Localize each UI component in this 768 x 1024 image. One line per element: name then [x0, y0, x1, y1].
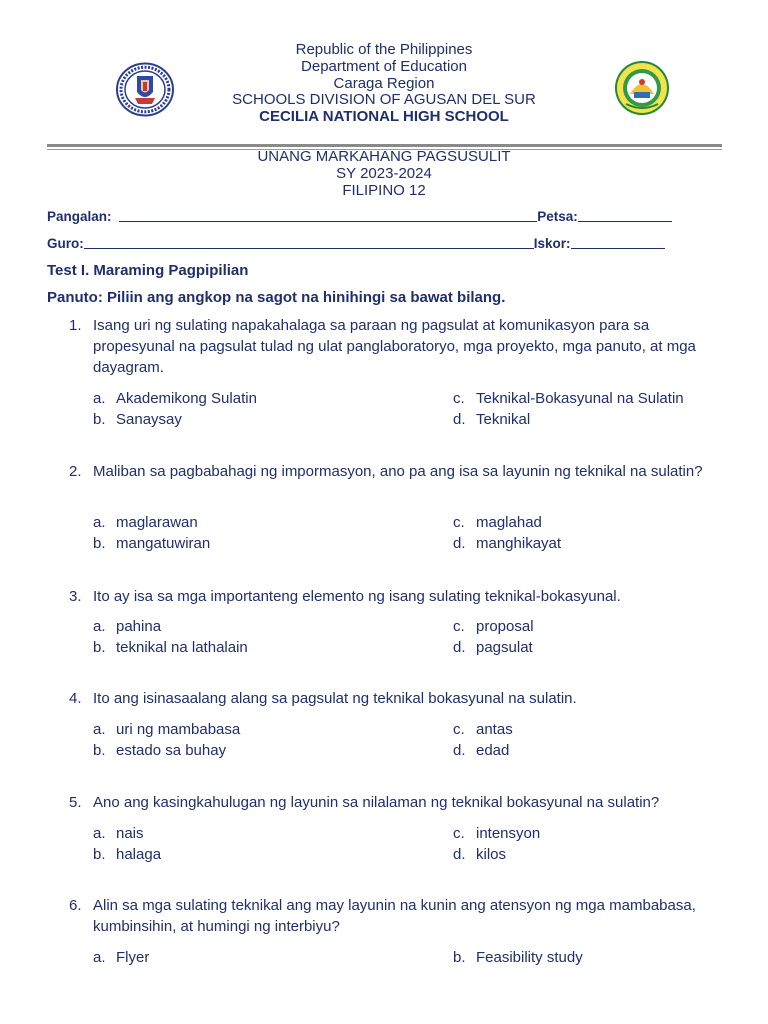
option-letter: a.	[93, 949, 106, 966]
option-text: maglarawan	[116, 514, 198, 531]
exam-title-block	[0, 148, 768, 199]
option-a[interactable]	[93, 823, 144, 844]
option-letter: a.	[93, 514, 106, 531]
option-c[interactable]	[453, 823, 540, 844]
option-text: Flyer	[116, 949, 150, 966]
exam-title: UNANG MARKAHANG PAGSUSULIT	[257, 148, 511, 165]
option-text: mangatuwiran	[116, 535, 211, 552]
option-letter: d.	[453, 411, 466, 428]
option-letter: a.	[93, 618, 106, 635]
option-b[interactable]	[93, 740, 226, 761]
option-text: pahina	[116, 618, 162, 635]
option-c[interactable]	[453, 388, 684, 409]
option-a[interactable]	[93, 388, 257, 409]
option-letter: a.	[93, 721, 106, 738]
option-b[interactable]	[93, 533, 210, 554]
option-letter: b.	[93, 411, 106, 428]
option-letter: b.	[93, 639, 106, 656]
option-text: manghikayat	[476, 535, 562, 552]
question-stem: Ito ang isinasaalang alang sa pagsulat ng teknikal bokasyunal na sulatin.	[93, 690, 577, 707]
option-letter: c.	[453, 390, 465, 407]
option-letter: b.	[93, 742, 106, 759]
option-letter: c.	[453, 618, 465, 635]
option-text: halaga	[116, 846, 162, 863]
option-c[interactable]	[453, 616, 534, 637]
option-c[interactable]	[453, 512, 542, 533]
score-label: Iskor:	[533, 236, 571, 251]
question-stem: Ano ang kasingkahulugan ng layunin sa nilalaman ng teknikal bokasyunal na sulatin?	[93, 794, 660, 811]
date-label: Petsa:	[537, 209, 578, 224]
teacher-field[interactable]	[84, 236, 534, 249]
option-d[interactable]	[453, 409, 530, 430]
question-stem: Isang uri ng sulating napakahalaga sa paraan ng pagsulat at komunikasyon para sa propesyunal na pagsulat tulad ng ulat panglaboratoryo, mga proyekto, mga panuto, at mga dayagram.	[93, 317, 696, 376]
option-b[interactable]	[453, 947, 583, 968]
option-letter: d.	[453, 535, 466, 552]
question-number: 4.	[69, 690, 82, 707]
school-year: SY 2023-2024	[336, 165, 432, 182]
division-line: SCHOOLS DIVISION OF AGUSAN DEL SUR	[232, 91, 536, 109]
option-letter: c.	[453, 721, 465, 738]
question-number: 1.	[69, 317, 82, 334]
country-line: Republic of the Philippines	[295, 41, 473, 58]
question-number: 3.	[69, 588, 82, 605]
school-name: CECILIA NATIONAL HIGH SCHOOL	[259, 108, 509, 126]
question-stem: Alin sa mga sulating teknikal ang may layunin na kunin ang atensyon ng mga mambabasa, kumbinsihin, at humingi ng interbiyu?	[93, 897, 696, 935]
option-letter: c.	[453, 514, 465, 531]
option-a[interactable]	[93, 616, 161, 637]
option-text: teknikal na lathalain	[116, 639, 248, 656]
option-text: kilos	[476, 846, 507, 863]
option-c[interactable]	[453, 719, 513, 740]
option-a[interactable]	[93, 947, 149, 968]
department-line: Department of Education	[301, 57, 467, 75]
teacher-score-row	[47, 236, 665, 251]
option-letter: a.	[93, 390, 106, 407]
question-number: 2.	[69, 463, 82, 480]
option-a[interactable]	[93, 719, 240, 740]
option-text: Akademikong Sulatin	[116, 390, 257, 407]
letterhead	[0, 42, 768, 126]
option-text: nais	[116, 825, 144, 842]
test-title: Test I. Maraming Pagpipilian	[47, 262, 249, 279]
option-text: uri ng mambabasa	[116, 721, 241, 738]
option-letter: c.	[453, 825, 465, 842]
region-line: Caraga Region	[333, 74, 435, 92]
instructions: Panuto: Piliin ang angkop na sagot na hinihingi sa bawat bilang.	[47, 289, 506, 306]
option-b[interactable]	[93, 637, 248, 658]
score-field[interactable]	[571, 236, 665, 249]
name-date-row	[47, 209, 672, 224]
option-text: intensyon	[476, 825, 541, 842]
option-text: estado sa buhay	[116, 742, 227, 759]
option-text: edad	[476, 742, 510, 759]
option-letter: a.	[93, 825, 106, 842]
option-d[interactable]	[453, 740, 509, 761]
option-letter: d.	[453, 639, 466, 656]
question-stem: Ito ay isa sa mga importanteng elemento ng isang sulating teknikal-bokasyunal.	[93, 588, 621, 605]
option-text: Teknikal-Bokasyunal na Sulatin	[476, 390, 684, 407]
option-text: pagsulat	[476, 639, 533, 656]
name-label: Pangalan:	[47, 209, 112, 224]
option-b[interactable]	[93, 409, 182, 430]
header-divider	[47, 144, 722, 147]
option-a[interactable]	[93, 512, 198, 533]
option-b[interactable]	[93, 844, 161, 865]
teacher-label: Guro:	[47, 236, 84, 251]
option-text: Sanaysay	[116, 411, 182, 428]
option-text: antas	[476, 721, 513, 738]
question-number: 6.	[69, 897, 82, 914]
question-number: 5.	[69, 794, 82, 811]
option-letter: b.	[93, 846, 106, 863]
question-stem: Maliban sa pagbabahagi ng impormasyon, ano pa ang isa sa layunin ng teknikal na sulatin?	[93, 463, 703, 480]
option-text: Teknikal	[476, 411, 531, 428]
option-d[interactable]	[453, 637, 533, 658]
option-text: maglahad	[476, 514, 542, 531]
option-d[interactable]	[453, 533, 561, 554]
option-letter: b.	[453, 949, 466, 966]
option-text: Feasibility study	[476, 949, 583, 966]
option-text: proposal	[476, 618, 534, 635]
option-letter: d.	[453, 742, 466, 759]
option-letter: b.	[93, 535, 106, 552]
option-letter: d.	[453, 846, 466, 863]
option-d[interactable]	[453, 844, 506, 865]
subject: FILIPINO 12	[342, 182, 426, 199]
name-field[interactable]	[119, 209, 537, 222]
date-field[interactable]	[578, 209, 672, 222]
